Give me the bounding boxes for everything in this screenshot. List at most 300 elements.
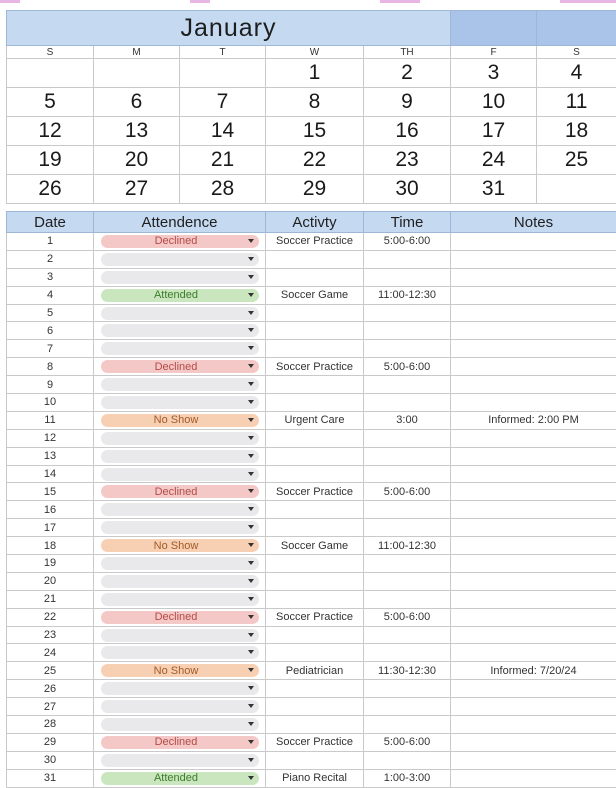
- attendance-cell: [94, 483, 266, 501]
- attendance-status: Declined: [154, 235, 198, 248]
- notes-cell[interactable]: [451, 716, 616, 734]
- calendar-day-cell[interactable]: 23: [364, 146, 451, 175]
- notes-cell[interactable]: [451, 769, 616, 787]
- calendar-day-cell[interactable]: 3: [451, 59, 537, 88]
- notes-cell[interactable]: Informed: 7/20/24: [451, 662, 616, 680]
- activity-header: Activty: [266, 212, 364, 233]
- notes-cell[interactable]: [451, 608, 616, 626]
- log-row: [7, 447, 616, 465]
- notes-cell[interactable]: [451, 358, 616, 376]
- calendar-day-cell[interactable]: 8: [266, 88, 364, 117]
- calendar-day-cell[interactable]: 16: [364, 117, 451, 146]
- attendance-dropdown[interactable]: [101, 271, 259, 284]
- date-cell[interactable]: 21: [7, 590, 94, 608]
- notes-cell[interactable]: [451, 537, 616, 555]
- log-row: [7, 483, 616, 501]
- attendance-cell: [94, 233, 266, 251]
- calendar-day-cell[interactable]: 28: [180, 175, 266, 204]
- time-cell[interactable]: [364, 429, 451, 447]
- time-cell[interactable]: 11:30-12:30: [364, 662, 451, 680]
- date-cell[interactable]: 13: [7, 447, 94, 465]
- time-cell[interactable]: 3:00: [364, 411, 451, 429]
- attendance-cell: [94, 411, 266, 429]
- calendar-day-cell[interactable]: 1: [266, 59, 364, 88]
- dropdown-arrow-icon[interactable]: [248, 543, 254, 547]
- attendance-dropdown[interactable]: [101, 235, 259, 248]
- attendance-cell: [94, 501, 266, 519]
- calendar-week: [7, 88, 616, 117]
- notes-cell[interactable]: [451, 250, 616, 268]
- calendar-day-cell[interactable]: 31: [451, 175, 537, 204]
- date-cell[interactable]: 31: [7, 769, 94, 787]
- activity-cell[interactable]: Soccer Practice: [266, 233, 364, 251]
- attendance-cell: [94, 429, 266, 447]
- date-cell[interactable]: 15: [7, 483, 94, 501]
- activity-cell[interactable]: [266, 698, 364, 716]
- weekday-label: W: [266, 46, 364, 59]
- attendance-cell: [94, 751, 266, 769]
- calendar-week: [7, 175, 616, 204]
- log-row: [7, 751, 616, 769]
- calendar-day-cell[interactable]: 9: [364, 88, 451, 117]
- date-cell[interactable]: 27: [7, 698, 94, 716]
- calendar-day-cell[interactable]: 26: [7, 175, 94, 204]
- attendance-cell: [94, 537, 266, 555]
- activity-cell[interactable]: [266, 590, 364, 608]
- tab-strip-accent: [560, 0, 616, 3]
- notes-cell[interactable]: [451, 394, 616, 412]
- attendance-cell: [94, 769, 266, 787]
- notes-cell[interactable]: [451, 340, 616, 358]
- attendance-cell: [94, 286, 266, 304]
- calendar-day-cell[interactable]: 4: [537, 59, 616, 88]
- attendance-cell: [94, 572, 266, 590]
- calendar-day-cell[interactable]: 14: [180, 117, 266, 146]
- dropdown-arrow-icon[interactable]: [248, 418, 254, 422]
- date-cell[interactable]: 25: [7, 662, 94, 680]
- activity-cell[interactable]: [266, 626, 364, 644]
- attendance-dropdown[interactable]: [101, 736, 259, 749]
- dropdown-arrow-icon[interactable]: [248, 633, 254, 637]
- notes-cell[interactable]: [451, 698, 616, 716]
- date-cell[interactable]: 18: [7, 537, 94, 555]
- log-row: [7, 644, 616, 662]
- attendance-cell: [94, 644, 266, 662]
- calendar-day-cell[interactable]: 19: [7, 146, 94, 175]
- attendance-dropdown[interactable]: [101, 539, 259, 552]
- dropdown-arrow-icon[interactable]: [248, 382, 254, 386]
- attendance-dropdown[interactable]: [101, 503, 259, 516]
- activity-cell[interactable]: Soccer Practice: [266, 608, 364, 626]
- dropdown-arrow-icon[interactable]: [248, 400, 254, 404]
- date-header: Date: [7, 212, 94, 233]
- attendance-dropdown[interactable]: [101, 557, 259, 570]
- time-cell[interactable]: [364, 394, 451, 412]
- notes-cell[interactable]: [451, 733, 616, 751]
- activity-cell[interactable]: [266, 304, 364, 322]
- log-row: [7, 268, 616, 286]
- notes-cell[interactable]: [451, 268, 616, 286]
- dropdown-arrow-icon[interactable]: [248, 704, 254, 708]
- log-row: [7, 411, 616, 429]
- date-cell[interactable]: 19: [7, 555, 94, 573]
- calendar-day-cell[interactable]: 7: [180, 88, 266, 117]
- attendance-cell: [94, 376, 266, 394]
- notes-cell[interactable]: [451, 680, 616, 698]
- date-cell[interactable]: 24: [7, 644, 94, 662]
- attendance-status: Declined: [154, 485, 198, 498]
- attendance-dropdown[interactable]: [101, 754, 259, 767]
- log-row: [7, 519, 616, 537]
- attendance-dropdown[interactable]: [101, 432, 259, 445]
- attendance-dropdown[interactable]: [101, 289, 259, 302]
- attendance-cell: [94, 608, 266, 626]
- activity-cell[interactable]: [266, 555, 364, 573]
- attendance-status: No Show: [153, 664, 199, 677]
- activity-cell[interactable]: [266, 501, 364, 519]
- dropdown-arrow-icon[interactable]: [248, 758, 254, 762]
- notes-cell[interactable]: [451, 501, 616, 519]
- dropdown-arrow-icon[interactable]: [248, 239, 254, 243]
- time-cell[interactable]: [364, 519, 451, 537]
- notes-cell[interactable]: [451, 590, 616, 608]
- notes-cell[interactable]: [451, 483, 616, 501]
- log-row: [7, 626, 616, 644]
- date-cell[interactable]: 12: [7, 429, 94, 447]
- attendance-cell: [94, 250, 266, 268]
- date-cell[interactable]: 1: [7, 233, 94, 251]
- time-cell[interactable]: [364, 590, 451, 608]
- attendance-cell: [94, 268, 266, 286]
- attendance-dropdown[interactable]: [101, 629, 259, 642]
- calendar-day-cell[interactable]: [7, 59, 94, 88]
- log-row: [7, 250, 616, 268]
- calendar-week: [7, 117, 616, 146]
- time-cell[interactable]: [364, 626, 451, 644]
- log-row: [7, 572, 616, 590]
- calendar-day-cell[interactable]: 15: [266, 117, 364, 146]
- log-row: [7, 501, 616, 519]
- calendar-week: [7, 146, 616, 175]
- time-cell[interactable]: [364, 376, 451, 394]
- calendar-day-cell[interactable]: 21: [180, 146, 266, 175]
- date-cell[interactable]: 5: [7, 304, 94, 322]
- time-cell[interactable]: [364, 680, 451, 698]
- attendance-dropdown[interactable]: [101, 396, 259, 409]
- activity-cell[interactable]: [266, 340, 364, 358]
- time-cell[interactable]: [364, 716, 451, 734]
- dropdown-arrow-icon[interactable]: [248, 579, 254, 583]
- time-cell[interactable]: [364, 751, 451, 769]
- date-cell[interactable]: 2: [7, 250, 94, 268]
- notes-cell[interactable]: [451, 644, 616, 662]
- date-cell[interactable]: 6: [7, 322, 94, 340]
- notes-cell[interactable]: [451, 376, 616, 394]
- time-cell[interactable]: [364, 268, 451, 286]
- activity-cell[interactable]: [266, 519, 364, 537]
- log-row: [7, 555, 616, 573]
- time-cell[interactable]: [364, 250, 451, 268]
- attendance-dropdown[interactable]: [101, 646, 259, 659]
- date-cell[interactable]: 17: [7, 519, 94, 537]
- notes-cell[interactable]: [451, 447, 616, 465]
- date-cell[interactable]: 30: [7, 751, 94, 769]
- date-cell[interactable]: 4: [7, 286, 94, 304]
- calendar-day-cell[interactable]: 20: [94, 146, 180, 175]
- activity-cell[interactable]: [266, 465, 364, 483]
- calendar-day-cell[interactable]: [180, 59, 266, 88]
- time-cell[interactable]: [364, 304, 451, 322]
- activity-cell[interactable]: [266, 394, 364, 412]
- activity-cell[interactable]: Soccer Practice: [266, 358, 364, 376]
- calendar-day-cell[interactable]: [537, 175, 616, 204]
- dropdown-arrow-icon[interactable]: [248, 293, 254, 297]
- log-row: [7, 376, 616, 394]
- dropdown-arrow-icon[interactable]: [248, 364, 254, 368]
- time-cell[interactable]: [364, 501, 451, 519]
- calendar-day-cell[interactable]: 29: [266, 175, 364, 204]
- time-cell[interactable]: 5:00-6:00: [364, 358, 451, 376]
- attendance-dropdown[interactable]: [101, 253, 259, 266]
- notes-cell[interactable]: [451, 555, 616, 573]
- log-row: [7, 322, 616, 340]
- log-row: [7, 590, 616, 608]
- attendance-dropdown[interactable]: [101, 593, 259, 606]
- dropdown-arrow-icon[interactable]: [248, 507, 254, 511]
- dropdown-arrow-icon[interactable]: [248, 525, 254, 529]
- calendar-day-cell[interactable]: 17: [451, 117, 537, 146]
- activity-cell[interactable]: Soccer Game: [266, 537, 364, 555]
- log-row: [7, 304, 616, 322]
- date-cell[interactable]: 16: [7, 501, 94, 519]
- attendance-cell: [94, 662, 266, 680]
- calendar-day-cell[interactable]: 11: [537, 88, 616, 117]
- attendance-dropdown[interactable]: [101, 664, 259, 677]
- dropdown-arrow-icon[interactable]: [248, 561, 254, 565]
- notes-cell[interactable]: [451, 233, 616, 251]
- activity-cell[interactable]: [266, 751, 364, 769]
- log-row: [7, 340, 616, 358]
- activity-cell[interactable]: [266, 376, 364, 394]
- dropdown-arrow-icon[interactable]: [248, 346, 254, 350]
- top-edge: [0, 0, 616, 10]
- month-title: January: [7, 11, 451, 46]
- notes-cell[interactable]: [451, 286, 616, 304]
- date-cell[interactable]: 20: [7, 572, 94, 590]
- date-cell[interactable]: 26: [7, 680, 94, 698]
- log-row: [7, 698, 616, 716]
- dropdown-arrow-icon[interactable]: [248, 275, 254, 279]
- attendance-cell: [94, 447, 266, 465]
- date-cell[interactable]: 28: [7, 716, 94, 734]
- notes-cell[interactable]: [451, 465, 616, 483]
- attendance-dropdown[interactable]: [101, 575, 259, 588]
- attendance-status: No Show: [153, 414, 199, 427]
- dropdown-arrow-icon[interactable]: [248, 615, 254, 619]
- time-cell[interactable]: [364, 572, 451, 590]
- calendar-day-cell[interactable]: 22: [266, 146, 364, 175]
- attendance-status: Declined: [154, 360, 198, 373]
- notes-cell[interactable]: [451, 751, 616, 769]
- calendar-day-cell[interactable]: [94, 59, 180, 88]
- log-row: [7, 733, 616, 751]
- notes-cell[interactable]: [451, 572, 616, 590]
- date-cell[interactable]: 10: [7, 394, 94, 412]
- calendar-day-cell[interactable]: 30: [364, 175, 451, 204]
- calendar-day-cell[interactable]: 18: [537, 117, 616, 146]
- log-row: [7, 286, 616, 304]
- time-cell[interactable]: [364, 340, 451, 358]
- time-cell[interactable]: 11:00-12:30: [364, 286, 451, 304]
- attendance-log: [6, 211, 616, 788]
- calendar-day-cell[interactable]: 24: [451, 146, 537, 175]
- time-cell[interactable]: 11:00-12:30: [364, 537, 451, 555]
- attendance-cell: [94, 358, 266, 376]
- calendar-day-cell[interactable]: 13: [94, 117, 180, 146]
- activity-cell[interactable]: [266, 250, 364, 268]
- attendance-dropdown[interactable]: [101, 772, 259, 785]
- attendance-dropdown[interactable]: [101, 360, 259, 373]
- date-cell[interactable]: 11: [7, 411, 94, 429]
- attendance-cell: [94, 698, 266, 716]
- date-cell[interactable]: 22: [7, 608, 94, 626]
- dropdown-arrow-icon[interactable]: [248, 597, 254, 601]
- date-cell[interactable]: 9: [7, 376, 94, 394]
- time-cell[interactable]: 5:00-6:00: [364, 233, 451, 251]
- calendar-day-cell[interactable]: 25: [537, 146, 616, 175]
- log-row: [7, 429, 616, 447]
- attendance-dropdown[interactable]: [101, 682, 259, 695]
- attendance-dropdown[interactable]: [101, 718, 259, 731]
- month-calendar: [6, 10, 616, 204]
- dropdown-arrow-icon[interactable]: [248, 454, 254, 458]
- log-row: [7, 233, 616, 251]
- attendance-cell: [94, 322, 266, 340]
- attendance-cell: [94, 626, 266, 644]
- log-row: [7, 662, 616, 680]
- dropdown-arrow-icon[interactable]: [248, 776, 254, 780]
- notes-cell[interactable]: [451, 519, 616, 537]
- activity-cell[interactable]: Piano Recital: [266, 769, 364, 787]
- time-cell[interactable]: 5:00-6:00: [364, 483, 451, 501]
- dropdown-arrow-icon[interactable]: [248, 686, 254, 690]
- notes-cell[interactable]: Informed: 2:00 PM: [451, 411, 616, 429]
- activity-cell[interactable]: [266, 644, 364, 662]
- date-cell[interactable]: 14: [7, 465, 94, 483]
- dropdown-arrow-icon[interactable]: [248, 489, 254, 493]
- notes-cell[interactable]: [451, 304, 616, 322]
- attendance-dropdown[interactable]: [101, 450, 259, 463]
- time-cell[interactable]: [364, 644, 451, 662]
- attendance-dropdown[interactable]: [101, 521, 259, 534]
- notes-header: Notes: [451, 212, 616, 233]
- dropdown-arrow-icon[interactable]: [248, 722, 254, 726]
- activity-cell[interactable]: [266, 322, 364, 340]
- activity-cell[interactable]: [266, 572, 364, 590]
- date-cell[interactable]: 7: [7, 340, 94, 358]
- calendar-day-cell[interactable]: 27: [94, 175, 180, 204]
- attendance-dropdown[interactable]: [101, 342, 259, 355]
- date-cell[interactable]: 23: [7, 626, 94, 644]
- activity-cell[interactable]: [266, 429, 364, 447]
- activity-cell[interactable]: Urgent Care: [266, 411, 364, 429]
- weekday-label: S: [537, 46, 616, 59]
- dropdown-arrow-icon[interactable]: [248, 328, 254, 332]
- attendance-cell: [94, 519, 266, 537]
- dropdown-arrow-icon[interactable]: [248, 668, 254, 672]
- attendance-dropdown[interactable]: [101, 324, 259, 337]
- dropdown-arrow-icon[interactable]: [248, 472, 254, 476]
- attendance-dropdown[interactable]: [101, 700, 259, 713]
- attendance-dropdown[interactable]: [101, 485, 259, 498]
- activity-cell[interactable]: Pediatrician: [266, 662, 364, 680]
- notes-cell[interactable]: [451, 322, 616, 340]
- activity-cell[interactable]: Soccer Practice: [266, 483, 364, 501]
- dropdown-arrow-icon[interactable]: [248, 436, 254, 440]
- log-row: [7, 358, 616, 376]
- weekday-label: TH: [364, 46, 451, 59]
- activity-cell[interactable]: [266, 716, 364, 734]
- attendance-cell: [94, 590, 266, 608]
- calendar-day-cell[interactable]: 12: [7, 117, 94, 146]
- attendance-dropdown[interactable]: [101, 307, 259, 320]
- attendance-cell: [94, 680, 266, 698]
- time-cell[interactable]: [364, 322, 451, 340]
- attendance-status: No Show: [153, 539, 199, 552]
- time-cell[interactable]: [364, 698, 451, 716]
- header-fill: [451, 11, 537, 46]
- date-cell[interactable]: 29: [7, 733, 94, 751]
- weekday-label: F: [451, 46, 537, 59]
- log-row: [7, 394, 616, 412]
- date-cell[interactable]: 3: [7, 268, 94, 286]
- time-cell[interactable]: 5:00-6:00: [364, 608, 451, 626]
- tab-strip-accent: [380, 0, 420, 3]
- notes-cell[interactable]: [451, 429, 616, 447]
- time-header: Time: [364, 212, 451, 233]
- time-cell[interactable]: [364, 555, 451, 573]
- activity-cell[interactable]: [266, 268, 364, 286]
- time-cell[interactable]: 5:00-6:00: [364, 733, 451, 751]
- attendance-dropdown[interactable]: [101, 611, 259, 624]
- attendance-dropdown[interactable]: [101, 468, 259, 481]
- notes-cell[interactable]: [451, 626, 616, 644]
- dropdown-arrow-icon[interactable]: [248, 257, 254, 261]
- attendance-cell: [94, 304, 266, 322]
- attendance-cell: [94, 733, 266, 751]
- time-cell[interactable]: [364, 465, 451, 483]
- date-cell[interactable]: 8: [7, 358, 94, 376]
- activity-cell[interactable]: [266, 680, 364, 698]
- log-row: [7, 465, 616, 483]
- activity-cell[interactable]: Soccer Practice: [266, 733, 364, 751]
- calendar-day-cell[interactable]: 5: [7, 88, 94, 117]
- calendar-day-cell[interactable]: 2: [364, 59, 451, 88]
- dropdown-arrow-icon[interactable]: [248, 740, 254, 744]
- attendance-dropdown[interactable]: [101, 378, 259, 391]
- activity-cell[interactable]: Soccer Game: [266, 286, 364, 304]
- attendance-dropdown[interactable]: [101, 414, 259, 427]
- calendar-day-cell[interactable]: 6: [94, 88, 180, 117]
- calendar-day-cell[interactable]: 10: [451, 88, 537, 117]
- time-cell[interactable]: 1:00-3:00: [364, 769, 451, 787]
- dropdown-arrow-icon[interactable]: [248, 650, 254, 654]
- activity-cell[interactable]: [266, 447, 364, 465]
- attendance-status: Attended: [153, 289, 199, 302]
- dropdown-arrow-icon[interactable]: [248, 311, 254, 315]
- weekday-label: M: [94, 46, 180, 59]
- time-cell[interactable]: [364, 447, 451, 465]
